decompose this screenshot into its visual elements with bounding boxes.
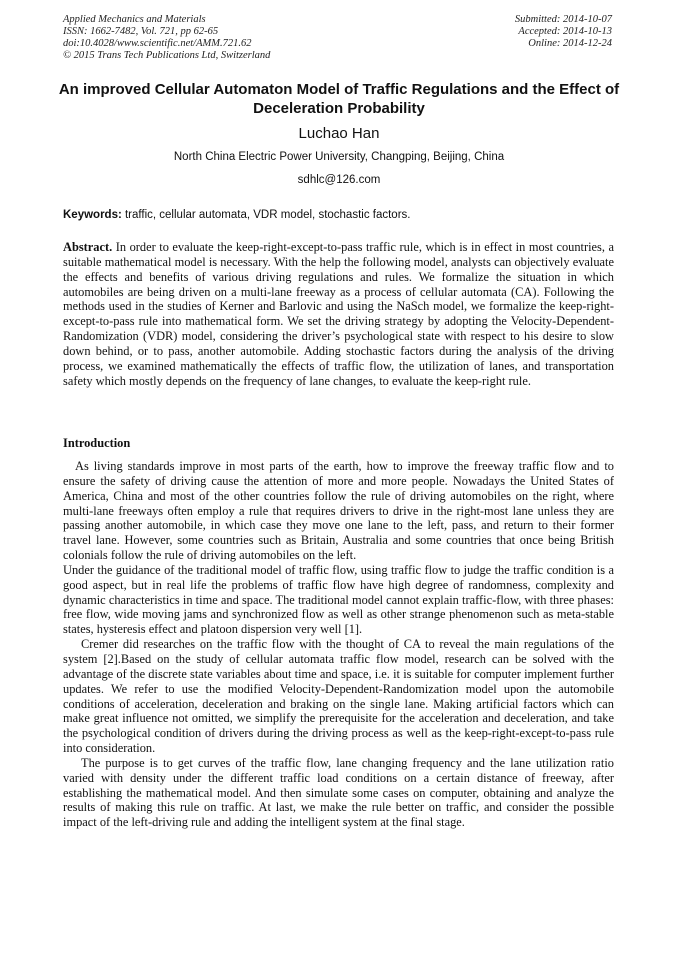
abstract-label: Abstract. [63,240,113,254]
abstract [63,240,614,388]
paragraph: Under the guidance of the traditional model of traffic flow, using traffic flow to judge the traffic condition is a good aspect, but in real life the problems of traffic flow have high degree of randomness, complexity and dynamic characteristics in time and space. The traditional model cannot explain traffic-flow, with three phases: free flow, wide moving jams and synchronized flow as well as other strange phenomenon such as meta-stable states, hysteresis effect and platoon dispersion very well [1]. [63,562,614,637]
online-date: Online: 2014-12-24 [528,38,612,49]
paper-title: An improved Cellular Automaton Model of Traffic Regulations and the Effect of Deceleration Probability [58,81,620,117]
section-heading-introduction: Introduction [63,436,131,450]
paragraph: As living standards improve in most parts of the earth, how to improve the freeway traffic flow and to ensure the safety of driving cause the attention of more and more people. Nowadays the United States of America, China and most of the other countries follow the rule of driving automobiles on the right, where multi-lane freeways often employ a rule that requires drivers to drive in the right-most lane unless they are passing another automobile, in which case they move one lane to the left, pass, and return to their former travel lane. However, some countries such as Britain, Australia and some countries that once being British colonials follow the rule of driving automobiles on the left. [63,459,614,563]
keywords-text: traffic, cellular automata, VDR model, stochastic factors. [121,209,411,221]
journal-name: Applied Mechanics and Materials [63,14,206,25]
copyright-line: © 2015 Trans Tech Publications Ltd, Switzerland [63,50,271,61]
issn-line: ISSN: 1662-7482, Vol. 721, pp 62-65 [63,26,219,37]
author-email: sdhlc@126.com [297,174,381,186]
author-name: Luchao Han [298,125,380,142]
submitted-date: Submitted: 2014-10-07 [514,14,612,25]
doi-line: doi:10.4028/www.scientific.net/AMM.721.62 [63,38,252,49]
abstract-text: In order to evaluate the keep-right-except-to-pass traffic rule, which is in effect in most countries, a suitable mathematical model is necessary. With the help the following model, analysts can objectively evaluate the effects and benefits of various driving regulations and rules. We formalize the situation in which automobiles are being driven on a multi-lane freeway as a process of cellular automata (CA). Following the methods used in the studies of Kerner and Barlovic and using the NaSch model, we formalize the keep-right-except-to-pass rule into mathematical form. We set the driving strategy by adopting the Velocity-Dependent-Randomization (VDR) model, considering the driver’s psychological state with respect to his desire to slow down behind, or to pass, another automobile. Adding stochastic factors during the analysis of the driving process, we examined mathematically the effects of traffic flow, the utilization of lanes, and transportation safety which mostly depends on the frequency of lane changes, to evaluate the keep-right rule. [63,240,614,388]
paragraph: The purpose is to get curves of the traffic flow, lane changing frequency and the lane utilization ratio varied with density under the different traffic load conditions on a certain distance of freeway, after establishing the mathematical model. And then simulate some cases on computer, obtaining and analyze the results of making this rule on traffic. At last, we make the rule better on traffic, and consider the possible impact of the left-driving rule and adding the intelligent system at the final stage. [63,755,614,830]
keywords-label: Keywords: [63,209,122,221]
introduction-body [63,459,614,830]
publication-dates [515,14,612,50]
accepted-date: Accepted: 2014-10-13 [518,26,612,37]
author-affiliation: North China Electric Power University, Changping, Beijing, China [173,151,505,163]
publication-info [63,14,270,62]
paragraph: Cremer did researches on the traffic flow with the thought of CA to reveal the main regulations of the system [2].Based on the study of cellular automata traffic flow model, research can be solved with the advantage of the discrete state variables about time and space, i.e. it is suitable for computer implement further updates. We refer to use the modified Velocity-Dependent-Randomization model upon the automobile conditions of acceleration, deceleration and braking on the single lane. Making artificial factors which can make great influence not omitted, we simplify the prerequisite for the acceleration and deceleration, and take the psychological condition of drivers during the driving process as well as the keep-right-except-to-pass rule into consideration. [63,637,614,756]
keywords [63,208,623,222]
